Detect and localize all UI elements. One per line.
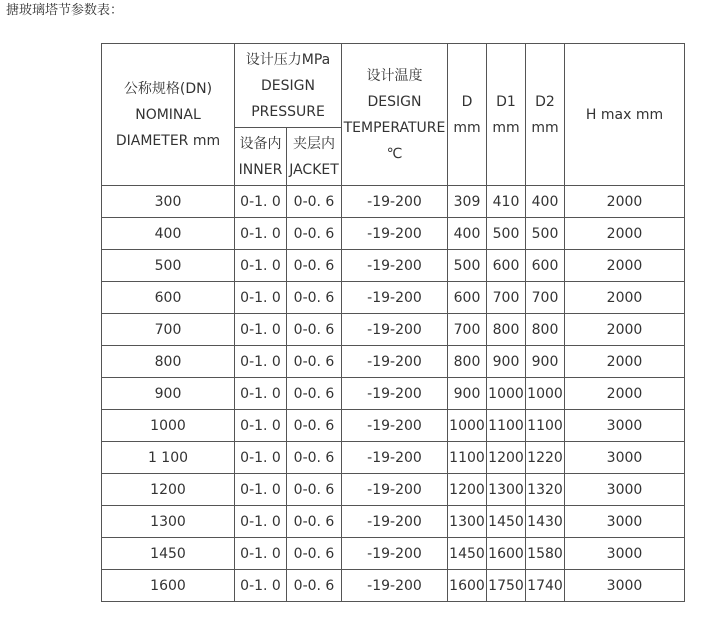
h-max-cell: 3000	[565, 442, 685, 474]
table-row	[102, 410, 685, 442]
jacket-pressure-cell: 0-0. 6	[287, 346, 342, 378]
jacket-pressure-cell: 0-0. 6	[287, 506, 342, 538]
d1-cell: 410	[487, 186, 526, 218]
header-inner-line-1: 设备内	[239, 135, 282, 152]
dn-cell: 700	[102, 314, 235, 346]
d-cell: 1200	[448, 474, 487, 506]
d2-cell: 1580	[526, 538, 565, 570]
header-temperature-line-2: DESIGN	[367, 93, 422, 110]
dn-cell: 600	[102, 282, 235, 314]
h-max-cell: 3000	[565, 474, 685, 506]
table-row	[102, 442, 685, 474]
h-max-cell: 3000	[565, 506, 685, 538]
h-max-cell: 3000	[565, 570, 685, 602]
d2-cell: 1320	[526, 474, 565, 506]
table-row	[102, 378, 685, 410]
d1-cell: 1000	[487, 378, 526, 410]
d-cell: 500	[448, 250, 487, 282]
table-row	[102, 538, 685, 570]
dn-cell: 1 100	[102, 442, 235, 474]
header-h-max	[565, 44, 685, 186]
inner-pressure-cell: 0-1. 0	[235, 346, 287, 378]
d-cell: 1300	[448, 506, 487, 538]
inner-pressure-cell: 0-1. 0	[235, 538, 287, 570]
h-max-cell: 2000	[565, 186, 685, 218]
table-row	[102, 570, 685, 602]
h-max-cell: 3000	[565, 410, 685, 442]
d1-cell: 900	[487, 346, 526, 378]
dn-cell: 400	[102, 218, 235, 250]
d2-cell: 800	[526, 314, 565, 346]
temperature-cell: -19-200	[342, 570, 448, 602]
inner-pressure-cell: 0-1. 0	[235, 250, 287, 282]
table-row	[102, 314, 685, 346]
h-max-cell: 2000	[565, 378, 685, 410]
d2-cell: 700	[526, 282, 565, 314]
header-nominal-line-3: DIAMETER mm	[115, 132, 221, 149]
dn-cell: 300	[102, 186, 235, 218]
inner-pressure-cell: 0-1. 0	[235, 282, 287, 314]
header-pressure-line-3: PRESSURE	[251, 103, 325, 120]
table-row	[102, 186, 685, 218]
jacket-pressure-cell: 0-0. 6	[287, 282, 342, 314]
jacket-pressure-cell: 0-0. 6	[287, 410, 342, 442]
temperature-cell: -19-200	[342, 314, 448, 346]
header-d2-label: D2	[535, 93, 555, 110]
header-d2-unit: mm	[531, 119, 559, 136]
table-row	[102, 250, 685, 282]
inner-pressure-cell: 0-1. 0	[235, 186, 287, 218]
header-row-1	[102, 44, 685, 128]
header-temperature-line-3: TEMPERATURE	[343, 119, 446, 136]
page-title: 搪玻璃塔节参数表：	[6, 3, 124, 18]
h-max-cell: 2000	[565, 282, 685, 314]
d1-cell: 800	[487, 314, 526, 346]
temperature-cell: -19-200	[342, 250, 448, 282]
header-d-unit: mm	[453, 119, 481, 136]
temperature-cell: -19-200	[342, 538, 448, 570]
header-jacket-line-1: 夹层内	[293, 135, 335, 152]
dn-cell: 1300	[102, 506, 235, 538]
dn-cell: 900	[102, 378, 235, 410]
h-max-cell: 2000	[565, 250, 685, 282]
header-h-label: H max mm	[585, 106, 664, 123]
d2-cell: 1100	[526, 410, 565, 442]
header-inner	[235, 128, 287, 186]
d-cell: 1450	[448, 538, 487, 570]
table-row	[102, 474, 685, 506]
header-temperature-line-4: ℃	[386, 145, 403, 162]
header-design-temperature	[342, 44, 448, 186]
temperature-cell: -19-200	[342, 442, 448, 474]
d2-cell: 1220	[526, 442, 565, 474]
h-max-cell: 3000	[565, 538, 685, 570]
temperature-cell: -19-200	[342, 346, 448, 378]
d2-cell: 900	[526, 346, 565, 378]
header-jacket	[287, 128, 342, 186]
inner-pressure-cell: 0-1. 0	[235, 410, 287, 442]
h-max-cell: 2000	[565, 346, 685, 378]
d1-cell: 500	[487, 218, 526, 250]
d-cell: 400	[448, 218, 487, 250]
jacket-pressure-cell: 0-0. 6	[287, 314, 342, 346]
header-pressure-line-1: 设计压力MPa	[245, 51, 331, 68]
header-d1-label: D1	[496, 93, 516, 110]
d-cell: 1600	[448, 570, 487, 602]
d-cell: 800	[448, 346, 487, 378]
h-max-cell: 2000	[565, 218, 685, 250]
table-row	[102, 282, 685, 314]
d-cell: 1100	[448, 442, 487, 474]
dn-cell: 1000	[102, 410, 235, 442]
inner-pressure-cell: 0-1. 0	[235, 218, 287, 250]
d1-cell: 1450	[487, 506, 526, 538]
header-d-label: D	[461, 93, 473, 110]
dn-cell: 1200	[102, 474, 235, 506]
d1-cell: 1300	[487, 474, 526, 506]
jacket-pressure-cell: 0-0. 6	[287, 538, 342, 570]
h-max-cell: 2000	[565, 314, 685, 346]
inner-pressure-cell: 0-1. 0	[235, 474, 287, 506]
jacket-pressure-cell: 0-0. 6	[287, 218, 342, 250]
jacket-pressure-cell: 0-0. 6	[287, 474, 342, 506]
inner-pressure-cell: 0-1. 0	[235, 442, 287, 474]
d-cell: 1000	[448, 410, 487, 442]
d2-cell: 400	[526, 186, 565, 218]
header-jacket-line-2: JACKET	[289, 161, 339, 178]
dn-cell: 800	[102, 346, 235, 378]
dn-cell: 1600	[102, 570, 235, 602]
header-d2	[526, 44, 565, 186]
table-row	[102, 346, 685, 378]
jacket-pressure-cell: 0-0. 6	[287, 570, 342, 602]
header-d1-unit: mm	[492, 119, 520, 136]
d-cell: 900	[448, 378, 487, 410]
temperature-cell: -19-200	[342, 474, 448, 506]
header-design-pressure	[235, 44, 342, 128]
d-cell: 309	[448, 186, 487, 218]
header-nominal-diameter	[102, 44, 235, 186]
d2-cell: 600	[526, 250, 565, 282]
temperature-cell: -19-200	[342, 186, 448, 218]
d2-cell: 1430	[526, 506, 565, 538]
d2-cell: 500	[526, 218, 565, 250]
temperature-cell: -19-200	[342, 410, 448, 442]
inner-pressure-cell: 0-1. 0	[235, 378, 287, 410]
d1-cell: 1100	[487, 410, 526, 442]
table-row	[102, 218, 685, 250]
parameter-table	[101, 43, 685, 602]
table-body	[102, 186, 685, 602]
d-cell: 600	[448, 282, 487, 314]
d1-cell: 1600	[487, 538, 526, 570]
d1-cell: 1750	[487, 570, 526, 602]
temperature-cell: -19-200	[342, 282, 448, 314]
temperature-cell: -19-200	[342, 218, 448, 250]
d2-cell: 1740	[526, 570, 565, 602]
inner-pressure-cell: 0-1. 0	[235, 570, 287, 602]
header-d	[448, 44, 487, 186]
header-temperature-line-1: 设计温度	[366, 67, 423, 84]
d1-cell: 700	[487, 282, 526, 314]
dn-cell: 500	[102, 250, 235, 282]
header-inner-line-2: INNER	[238, 161, 283, 178]
d2-cell: 1000	[526, 378, 565, 410]
header-pressure-line-2: DESIGN	[261, 77, 315, 94]
d1-cell: 1200	[487, 442, 526, 474]
header-nominal-line-2: NOMINAL	[135, 106, 201, 123]
dn-cell: 1450	[102, 538, 235, 570]
temperature-cell: -19-200	[342, 506, 448, 538]
inner-pressure-cell: 0-1. 0	[235, 314, 287, 346]
jacket-pressure-cell: 0-0. 6	[287, 250, 342, 282]
header-d1	[487, 44, 526, 186]
d-cell: 700	[448, 314, 487, 346]
table-row	[102, 506, 685, 538]
jacket-pressure-cell: 0-0. 6	[287, 442, 342, 474]
temperature-cell: -19-200	[342, 378, 448, 410]
inner-pressure-cell: 0-1. 0	[235, 506, 287, 538]
jacket-pressure-cell: 0-0. 6	[287, 186, 342, 218]
header-nominal-line-1: 公称规格(DN)	[123, 80, 213, 97]
jacket-pressure-cell: 0-0. 6	[287, 378, 342, 410]
d1-cell: 600	[487, 250, 526, 282]
